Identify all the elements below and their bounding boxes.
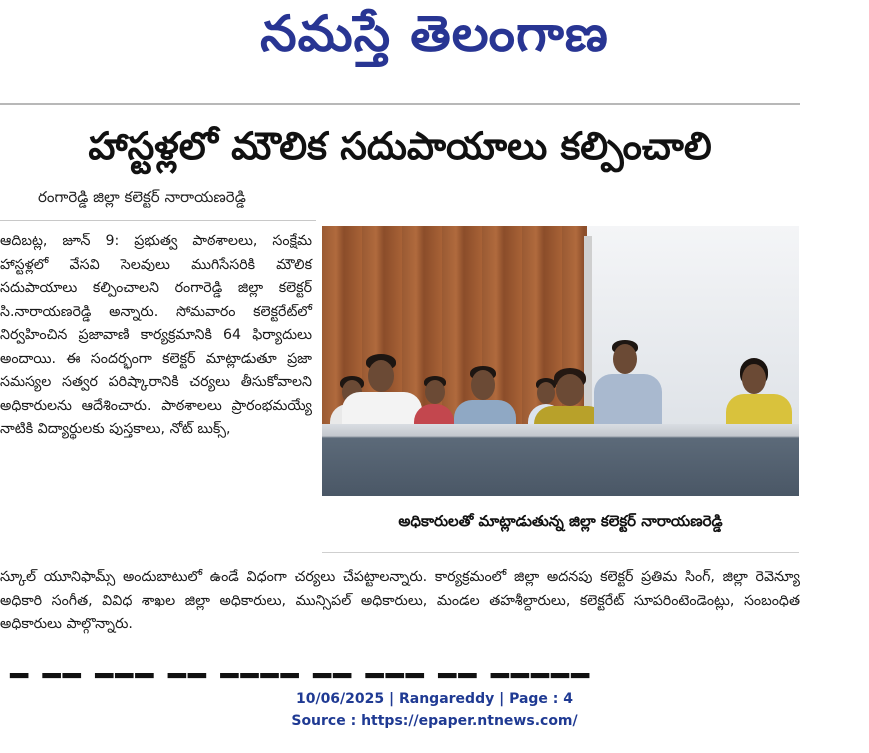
article-photo: [322, 226, 799, 496]
footer-source-line: Source : https://epaper.ntnews.com/: [291, 713, 578, 729]
photo-table: [322, 424, 799, 496]
article-body-wide: [0, 566, 800, 644]
top-divider: [0, 103, 800, 105]
newspaper-logo: నమస్తే తెలంగాణ: [260, 5, 609, 63]
caption-divider: [322, 552, 799, 553]
article-paragraph: ఆదిబట్ల, జూన్ 9: ప్రభుత్వ పాఠశాలలు, సంక్షేమ హాస్టళ్లలో వేసవి సెలవులు ముగిసేసరికి మౌలిక సదుపాయాలు కల్పించాలని రంగారెడ్డి జిల్లా కలెక్టర్ సి.నారాయణరెడ్డి అన్నారు. సోమవారం కలెక్టరేట్‌లో నిర్వహించిన ప్రజావాణి కార్యక్రమానికి 64 ఫిర్యాదులు అందాయి. ఈ సందర్భంగా కలెక్టర్ మాట్లాడుతూ ప్రజా సమస్యల సత్వర పరిష్కారానికి చర్యలు తీసుకోవాలని అధికారులను ఆదేశించారు. పాఠశాలలు ప్రారంభమయ్యే నాటికి విద్యార్థులకు పుస్తకాలు, నోట్ బుక్స్,: [0, 233, 312, 437]
next-article-cutoff: ━ ━━ ━━━ ━━ ━━━━ ━━ ━━━ ━━ ━━━━━: [10, 659, 592, 694]
article-headline: హాస్టళ్లలో మౌలిక సదుపాయాలు కల్పించాలి: [88, 124, 712, 168]
photo-pillar: [584, 236, 592, 426]
byline-divider: [0, 220, 316, 221]
footer-date-line: 10/06/2025 | Rangareddy | Page : 4: [295, 691, 574, 707]
page-footer: [0, 688, 869, 738]
article-body-column: [0, 230, 312, 570]
photo-caption: అధికారులతో మాట్లాడుతున్న జిల్లా కలెక్టర్ నారాయణరెడ్డి: [398, 512, 723, 530]
article-paragraph: స్కూల్ యూనిఫామ్స్ అందుబాటులో ఉండే విధంగా చర్యలు చేపట్టాలన్నారు. కార్యక్రమంలో జిల్లా అదనపు కలెక్టర్ ప్రతిమ సింగ్, జిల్లా రెవెన్యూ అధికారి సంగీత, వివిధ శాఖల జిల్లా అధికారులు, మున్సిపల్ అధికారులు, మండల తహశీల్దారులు, కలెక్టరేట్ సూపరింటెండెంట్లు, సంబంధిత అధికారులు పాల్గొన్నారు.: [0, 569, 800, 632]
article-byline: రంగారెడ్డి జిల్లా కలెక్టర్ నారాయణరెడ్డి: [38, 188, 246, 206]
masthead: [0, 0, 869, 80]
